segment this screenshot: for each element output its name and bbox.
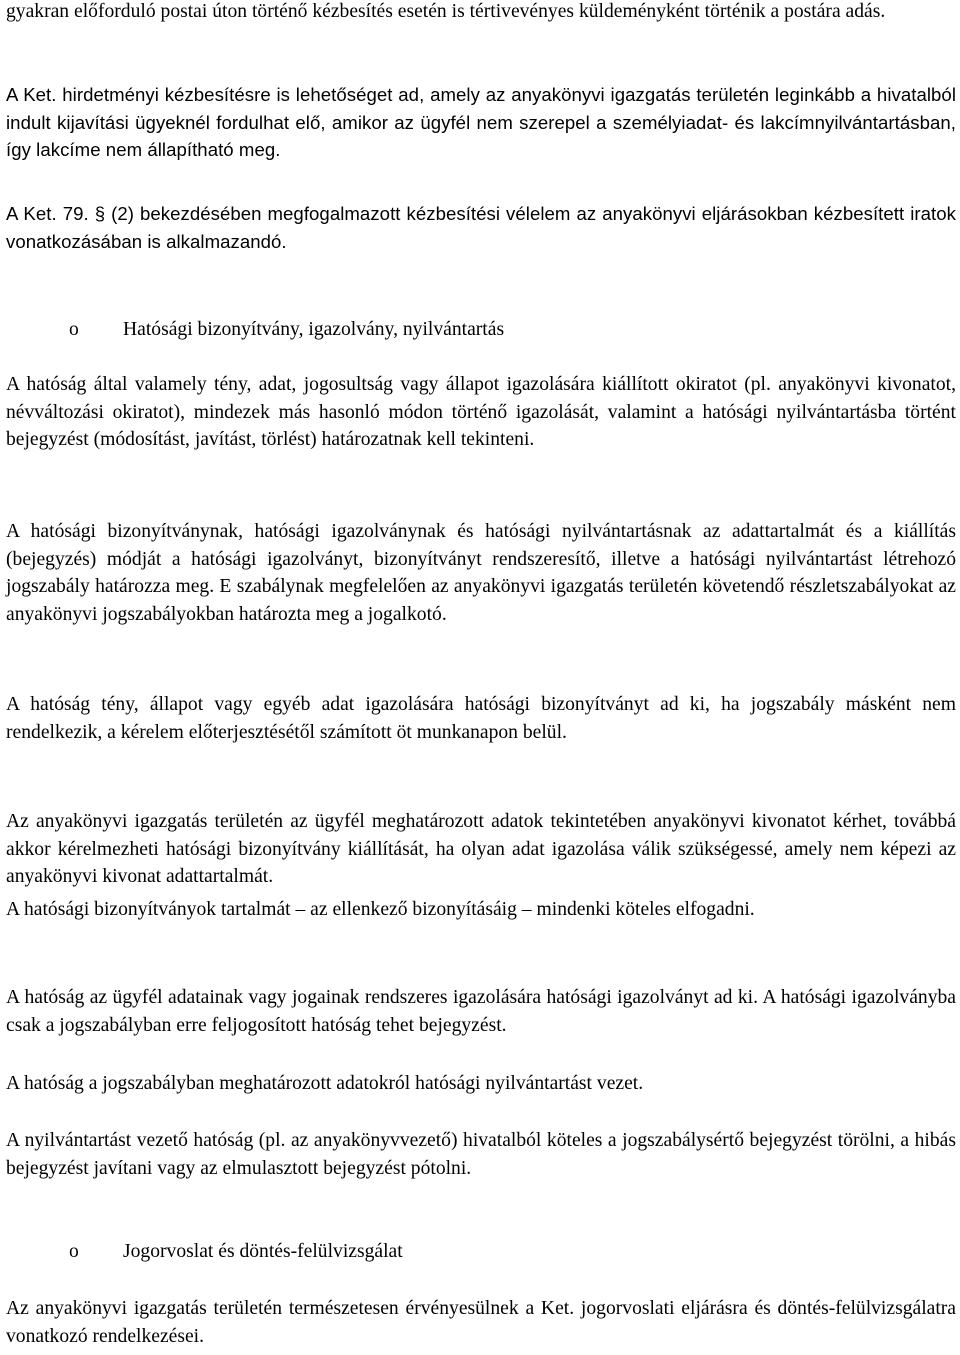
paragraph-kezbesitesi-velelem: A Ket. 79. § (2) bekezdésében megfogalmazott kézbesítési vélelem az anyakönyvi eljárásokban kézbesített iratok vonatkozásában is alkalmazandó.	[6, 203, 956, 252]
paragraph-postai-kezbesites: gyakran előforduló postai úton történő kézbesítés esetén is tértivevényes küldeményként történik a postára adás.	[6, 1, 886, 22]
section-heading-jogorvoslat	[69, 1238, 403, 1266]
section-heading-text: Hatósági bizonyítvány, igazolvány, nyilvántartás	[123, 319, 505, 340]
paragraph-hatarozatnak-tekinteni: A hatóság által valamely tény, adat, jogosultság vagy állapot igazolására kiállított okiratot (pl. anyakönyvi kivonatot, névváltozási okiratot), mindezek más hasonló módon történő igazolását, valamint a hatósági nyilvántartásba történt bejegyzést (módosítást, javítást, törlést) határozatnak kell tekinteni.	[6, 374, 956, 450]
section-heading-text: Jogorvoslat és döntés-felülvizsgálat	[123, 1241, 403, 1262]
paragraph-bejegyzes-torles: A nyilvántartást vezető hatóság (pl. az anyakönyvvezető) hivatalból köteles a jogszabálysértő bejegyzést törölni, a hibás bejegyzést javítani vagy az elmulasztott bejegyzést pótolni.	[6, 1130, 956, 1179]
paragraph-nyilvantartas-vezetes: A hatóság a jogszabályban meghatározott adatokról hatósági nyilvántartást vezet.	[6, 1073, 644, 1094]
bullet-marker: o	[69, 1241, 79, 1262]
paragraph-jogorvoslati-eljaras: Az anyakönyvi igazgatás területén természetesen érvényesülnek a Ket. jogorvoslati eljárásra és döntés-felülvizsgálatra vonatkozó rendelkezései.	[6, 1298, 956, 1347]
paragraph-hatosagi-igazolvany: A hatóság az ügyfél adatainak vagy jogainak rendszeres igazolására hatósági igazolványt ad ki. A hatósági igazolványba csak a jogszabályban erre feljogosított hatóság tehet bejegyzést.	[6, 987, 956, 1036]
paragraph-hirdetmenyi-kezbesites: A Ket. hirdetményi kézbesítésre is lehetőséget ad, amely az anyakönyvi igazgatás területén leginkább a hivatalból indult kijavítási ügyeknél fordulhat elő, amikor az ügyfél nem szerepel a személyiadat- és lakcímnyilvántartásban, így lakcíme nem állapítható meg.	[6, 84, 956, 160]
paragraph-ot-munkanap: A hatóság tény, állapot vagy egyéb adat igazolására hatósági bizonyítványt ad ki, ha jogszabály másként nem rendelkezik, a kérelem előterjesztésétől számított öt munkanapon belül.	[6, 694, 956, 743]
section-heading-hatosagi-bizonyitvany	[69, 316, 504, 344]
bullet-marker: o	[69, 319, 79, 340]
paragraph-adattartalom: A hatósági bizonyítványnak, hatósági igazolványnak és hatósági nyilvántartásnak az adattartalmát és a kiállítás (bejegyzés) módját a hatósági igazolványt, bizonyítványt rendszeresítő, illetve a hatósági nyilvántartást létrehozó jogszabály határozza meg. E szabálynak megfelelően az anyakönyvi igazgatás területén követendő részletszabályokat az anyakönyvi jogszabályokban határozta meg a jogalkotó.	[6, 521, 956, 625]
paragraph-anyakonyvi-kivonat: Az anyakönyvi igazgatás területén az ügyfél meghatározott adatok tekintetében anyakönyvi kivonatot kérhet, továbbá akkor kérelmezheti hatósági bizonyítvány kiállítását, ha olyan adat igazolása válik szükségessé, amely nem képezi az anyakönyvi kivonat adattartalmát.	[6, 811, 956, 887]
paragraph-bizonyitvany-tartalom: A hatósági bizonyítványok tartalmát – az ellenkező bizonyításáig – mindenki köteles elfogadni.	[6, 899, 755, 920]
